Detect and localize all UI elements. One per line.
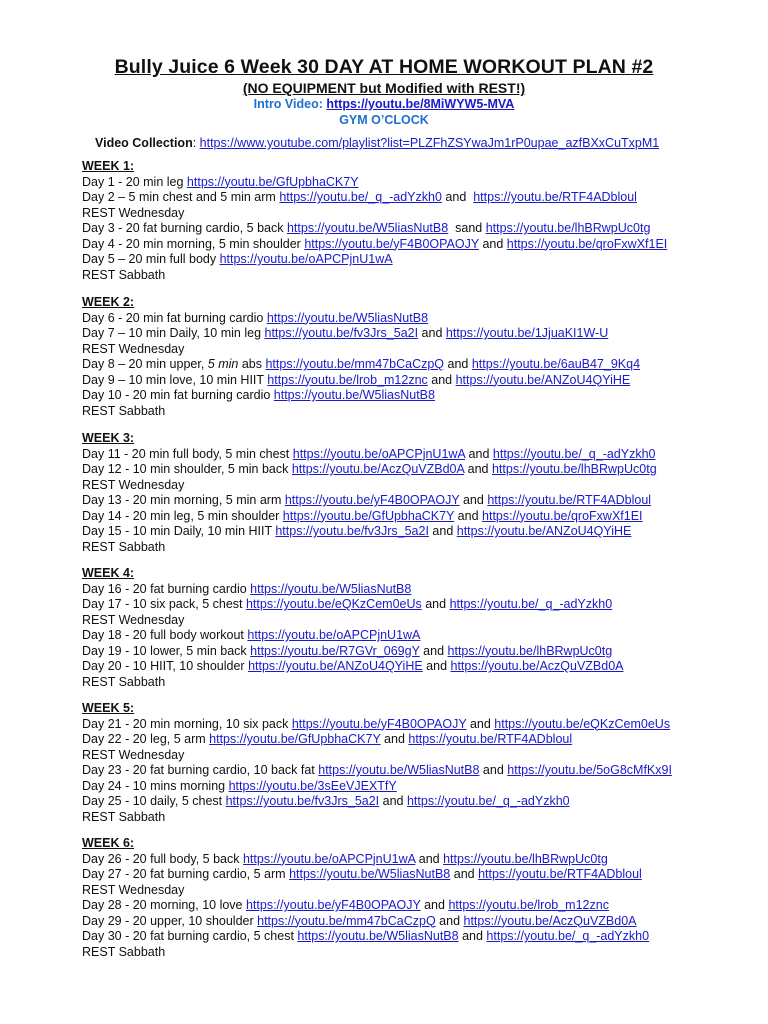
- video-link[interactable]: https://youtu.be/_q_-adYzkh0: [492, 446, 656, 461]
- video-link[interactable]: https://youtu.be/oAPCPjnU1wA: [292, 446, 466, 461]
- day-text: REST Sabbath: [82, 674, 166, 689]
- video-link[interactable]: https://youtu.be/eQKzCem0eUs: [494, 716, 671, 731]
- link-separator: and: [419, 643, 448, 658]
- video-link[interactable]: https://youtu.be/RTF4ADbloul: [478, 867, 642, 881]
- week-heading: WEEK 2:: [82, 295, 135, 309]
- day-text: Day 5 – 20 min full body: [82, 252, 220, 266]
- day-row: [82, 659, 624, 675]
- video-link[interactable]: https://youtu.be/AczQuVZBd0A: [450, 659, 624, 673]
- link-separator: and: [418, 326, 446, 340]
- video-link[interactable]: https://youtu.be/oAPCPjnU1wA: [219, 252, 393, 266]
- video-link[interactable]: https://youtu.be/3sEeVJEXTfY: [228, 778, 397, 793]
- video-link[interactable]: https://youtu.be/W5liasNutB8: [266, 310, 429, 325]
- link-separator: and: [380, 732, 409, 746]
- day-row: [82, 763, 672, 779]
- day-text: REST Sabbath: [82, 809, 166, 824]
- day-text-emphasis: 5 min: [207, 357, 239, 371]
- week-heading: WEEK 5:: [82, 701, 135, 715]
- day-row: [82, 268, 667, 284]
- video-link[interactable]: https://youtu.be/lhBRwpUc0tg: [447, 643, 613, 658]
- day-text: REST Wednesday: [82, 612, 185, 627]
- video-link[interactable]: https://youtu.be/GfUpbhaCK7Y: [209, 732, 381, 746]
- video-collection-link[interactable]: https://www.youtube.com/playlist?list=PLZFhZSYwaJm1rP0upae_azfBXxCuTxpM1: [199, 136, 660, 150]
- link-separator: and: [428, 524, 457, 538]
- day-row: [82, 582, 624, 598]
- day-text: REST Wednesday: [82, 747, 185, 762]
- video-link[interactable]: https://youtu.be/_q_-adYzkh0: [406, 794, 570, 808]
- video-link[interactable]: https://youtu.be/RTF4ADbloul: [473, 190, 637, 204]
- day-text: Day 19 - 10 lower, 5 min back: [82, 643, 251, 658]
- day-row: [82, 462, 657, 478]
- video-link[interactable]: https://youtu.be/ANZoU4QYiHE: [248, 659, 423, 673]
- video-link[interactable]: https://youtu.be/RTF4ADbloul: [408, 732, 573, 746]
- link-separator: and: [444, 357, 472, 371]
- day-text: Day 14 - 20 min leg, 5 min shoulder: [82, 508, 283, 523]
- video-link[interactable]: https://youtu.be/AczQuVZBd0A: [463, 913, 637, 928]
- day-row: [82, 945, 649, 961]
- video-collection-line: [95, 136, 659, 150]
- video-link[interactable]: https://youtu.be/fv3Jrs_5a2I: [264, 326, 419, 340]
- intro-video-link[interactable]: https://youtu.be/8MiWYW5-MVA: [326, 97, 515, 111]
- day-row: [82, 524, 657, 540]
- day-text: Day 6 - 20 min fat burning cardio: [82, 310, 267, 325]
- day-text: Day 8 – 20 min upper,: [82, 357, 208, 371]
- video-link[interactable]: https://youtu.be/lhBRwpUc0tg: [485, 221, 651, 235]
- video-link[interactable]: https://youtu.be/yF4B0OPAOJY: [304, 236, 479, 251]
- video-link[interactable]: https://youtu.be/yF4B0OPAOJY: [284, 493, 460, 507]
- video-link[interactable]: https://youtu.be/lrob_m12znc: [448, 898, 609, 912]
- day-text: Day 29 - 20 upper, 10 shoulder: [82, 913, 258, 928]
- day-row: [82, 252, 667, 268]
- day-row: [82, 732, 672, 748]
- day-row: [82, 509, 657, 525]
- day-text: Day 28 - 20 morning, 10 love: [82, 898, 246, 912]
- video-link[interactable]: https://youtu.be/lrob_m12znc: [267, 372, 428, 387]
- video-link[interactable]: https://youtu.be/_q_-adYzkh0: [486, 929, 650, 943]
- video-link[interactable]: https://youtu.be/R7GVr_069gY: [250, 643, 420, 658]
- link-separator: and: [415, 851, 444, 866]
- day-text: REST Sabbath: [82, 267, 166, 282]
- intro-video-line: [0, 97, 768, 111]
- day-row: [82, 597, 624, 613]
- week-heading: WEEK 3:: [82, 431, 135, 445]
- video-link[interactable]: https://youtu.be/qroFxwXf1EI: [482, 508, 643, 523]
- day-text: Day 3 - 20 fat burning cardio, 5 back: [82, 221, 287, 235]
- video-link[interactable]: https://youtu.be/W5liasNutB8: [250, 581, 412, 596]
- link-separator: and: [479, 763, 508, 777]
- link-separator: and: [459, 493, 488, 507]
- day-text: REST Sabbath: [82, 403, 166, 418]
- day-text: Day 15 - 10 min Daily, 10 min HIIT: [82, 524, 276, 538]
- day-row: [82, 644, 624, 660]
- day-text: Day 24 - 10 mins morning: [82, 778, 229, 793]
- day-text: Day 7 – 10 min Daily, 10 min leg: [82, 326, 265, 340]
- day-text: Day 13 - 20 min morning, 5 min arm: [82, 493, 285, 507]
- week-block: [82, 431, 657, 555]
- day-row: [82, 373, 640, 389]
- day-row: [82, 237, 667, 253]
- day-text: Day 16 - 20 fat burning cardio: [82, 581, 251, 596]
- week-heading: WEEK 4:: [82, 566, 135, 580]
- video-link[interactable]: https://youtu.be/lhBRwpUc0tg: [443, 851, 608, 866]
- video-link[interactable]: https://youtu.be/W5liasNutB8: [286, 221, 449, 235]
- day-row: [82, 326, 640, 342]
- day-row: [82, 748, 672, 764]
- day-text: Day 17 - 10 six pack, 5 chest: [82, 597, 246, 611]
- week-heading: WEEK 1:: [82, 159, 135, 173]
- day-row: [82, 810, 672, 826]
- day-row: [82, 478, 657, 494]
- week-block: [82, 701, 672, 825]
- day-text: Day 12 - 10 min shoulder, 5 min back: [82, 462, 292, 476]
- day-text: Day 10 - 20 min fat burning cardio: [82, 388, 274, 402]
- day-row: [82, 493, 657, 509]
- day-row: [82, 221, 667, 237]
- video-link[interactable]: https://youtu.be/6auB47_9Kq4: [471, 357, 641, 371]
- video-link[interactable]: https://youtu.be/1JjuaKI1W-U: [445, 326, 609, 340]
- day-text: Day 11 - 20 min full body, 5 min chest: [82, 446, 293, 461]
- day-text: Day 18 - 20 full body workout: [82, 628, 248, 642]
- video-link[interactable]: https://youtu.be/eQKzCem0eUs: [245, 597, 422, 611]
- link-separator: and: [379, 794, 407, 808]
- video-collection-separator: :: [192, 136, 200, 150]
- day-row: [82, 388, 640, 404]
- day-text: REST Wednesday: [82, 882, 185, 897]
- day-row: [82, 628, 624, 644]
- link-separator: and: [450, 867, 479, 881]
- day-row: [82, 342, 640, 358]
- day-text: Day 4 - 20 min morning, 5 min shoulder: [82, 236, 305, 251]
- day-row: [82, 540, 657, 556]
- link-separator: and: [464, 462, 492, 476]
- day-row: [82, 357, 640, 373]
- week-block: [82, 295, 640, 419]
- video-link[interactable]: https://youtu.be/W5liasNutB8: [318, 763, 480, 777]
- day-text: Day 2 – 5 min chest and 5 min arm: [82, 190, 280, 204]
- week-block: [82, 836, 649, 960]
- day-row: [82, 190, 667, 206]
- link-separator: and: [454, 508, 483, 523]
- video-link[interactable]: https://youtu.be/oAPCPjnU1wA: [247, 628, 421, 642]
- link-separator: and: [458, 929, 487, 943]
- day-row: [82, 447, 657, 463]
- video-link[interactable]: https://youtu.be/AczQuVZBd0A: [291, 462, 465, 476]
- day-row: [82, 852, 649, 868]
- link-separator: and: [478, 236, 507, 251]
- video-link[interactable]: https://youtu.be/yF4B0OPAOJY: [291, 716, 467, 731]
- week-block: [82, 159, 667, 283]
- link-separator: and: [466, 716, 495, 731]
- link-separator: and: [422, 659, 451, 673]
- video-link[interactable]: https://youtu.be/lhBRwpUc0tg: [491, 462, 657, 476]
- day-text: Day 30 - 20 fat burning cardio, 5 chest: [82, 929, 298, 943]
- video-link[interactable]: https://youtu.be/qroFxwXf1EI: [506, 236, 668, 251]
- day-row: [82, 311, 640, 327]
- day-row: [82, 404, 640, 420]
- day-row: [82, 717, 672, 733]
- video-link[interactable]: https://youtu.be/RTF4ADbloul: [487, 493, 652, 507]
- video-link[interactable]: https://youtu.be/fv3Jrs_5a2I: [275, 524, 429, 538]
- video-link[interactable]: https://youtu.be/yF4B0OPAOJY: [245, 898, 421, 912]
- video-link[interactable]: https://youtu.be/ANZoU4QYiHE: [455, 372, 631, 387]
- day-row: [82, 779, 672, 795]
- video-link[interactable]: https://youtu.be/mm47bCaCzpQ: [265, 357, 445, 371]
- video-link[interactable]: https://youtu.be/mm47bCaCzpQ: [257, 913, 436, 928]
- day-row: [82, 914, 649, 930]
- video-collection-label: Video Collection: [95, 136, 193, 150]
- day-row: [82, 613, 624, 629]
- day-row: [82, 898, 649, 914]
- day-row: [82, 206, 667, 222]
- link-separator: and: [420, 898, 449, 912]
- video-link[interactable]: https://youtu.be/5oG8cMfKx9I: [507, 763, 672, 777]
- day-text: Day 9 – 10 min love, 10 min HIIT: [82, 372, 268, 387]
- video-link[interactable]: https://youtu.be/W5liasNutB8: [297, 929, 459, 943]
- day-text: Day 21 - 20 min morning, 10 six pack: [82, 716, 292, 731]
- link-separator: and: [441, 190, 474, 204]
- link-separator: and: [465, 446, 493, 461]
- video-link[interactable]: https://youtu.be/ANZoU4QYiHE: [456, 524, 632, 538]
- gym-oclock-label: GYM O’CLOCK: [339, 113, 429, 127]
- document-title: Bully Juice 6 Week 30 DAY AT HOME WORKOUT PLAN #2: [114, 56, 654, 78]
- day-text: REST Wednesday: [82, 341, 185, 356]
- video-link[interactable]: https://youtu.be/_q_-adYzkh0: [449, 597, 613, 611]
- link-separator: and: [427, 372, 456, 387]
- day-text: REST Wednesday: [82, 477, 185, 492]
- day-text: Day 27 - 20 fat burning cardio, 5 arm: [82, 867, 290, 881]
- day-text: Day 22 - 20 leg, 5 arm: [82, 732, 210, 746]
- intro-video-label: Intro Video:: [253, 97, 327, 111]
- video-link[interactable]: https://youtu.be/_q_-adYzkh0: [279, 190, 442, 204]
- link-separator: and: [435, 913, 464, 928]
- day-text: Day 23 - 20 fat burning cardio, 10 back fat: [82, 763, 319, 777]
- day-text-after: abs: [238, 357, 266, 371]
- link-separator: sand: [448, 221, 486, 235]
- link-separator: and: [421, 597, 450, 611]
- video-link[interactable]: https://youtu.be/W5liasNutB8: [273, 388, 435, 402]
- week-block: [82, 566, 624, 690]
- day-text: REST Sabbath: [82, 539, 166, 554]
- day-row: [82, 883, 649, 899]
- day-row: [82, 675, 624, 691]
- day-text: REST Wednesday: [82, 205, 185, 220]
- day-row: [82, 175, 667, 191]
- video-link[interactable]: https://youtu.be/GfUpbhaCK7Y: [186, 174, 359, 189]
- week-heading: WEEK 6:: [82, 836, 135, 850]
- video-link[interactable]: https://youtu.be/W5liasNutB8: [289, 867, 451, 881]
- day-text: REST Sabbath: [82, 944, 166, 959]
- day-row: [82, 867, 649, 883]
- day-text: Day 20 - 10 HIIT, 10 shoulder: [82, 659, 249, 673]
- day-text: Day 26 - 20 full body, 5 back: [82, 851, 243, 866]
- document-subtitle: (NO EQUIPMENT but Modified with REST!): [242, 80, 526, 96]
- day-text: Day 25 - 10 daily, 5 chest: [82, 794, 226, 808]
- day-text: Day 1 - 20 min leg: [82, 174, 187, 189]
- video-link[interactable]: https://youtu.be/fv3Jrs_5a2I: [225, 794, 380, 808]
- video-link[interactable]: https://youtu.be/GfUpbhaCK7Y: [282, 508, 455, 523]
- video-link[interactable]: https://youtu.be/oAPCPjnU1wA: [242, 851, 416, 866]
- day-row: [82, 794, 672, 810]
- day-row: [82, 929, 649, 945]
